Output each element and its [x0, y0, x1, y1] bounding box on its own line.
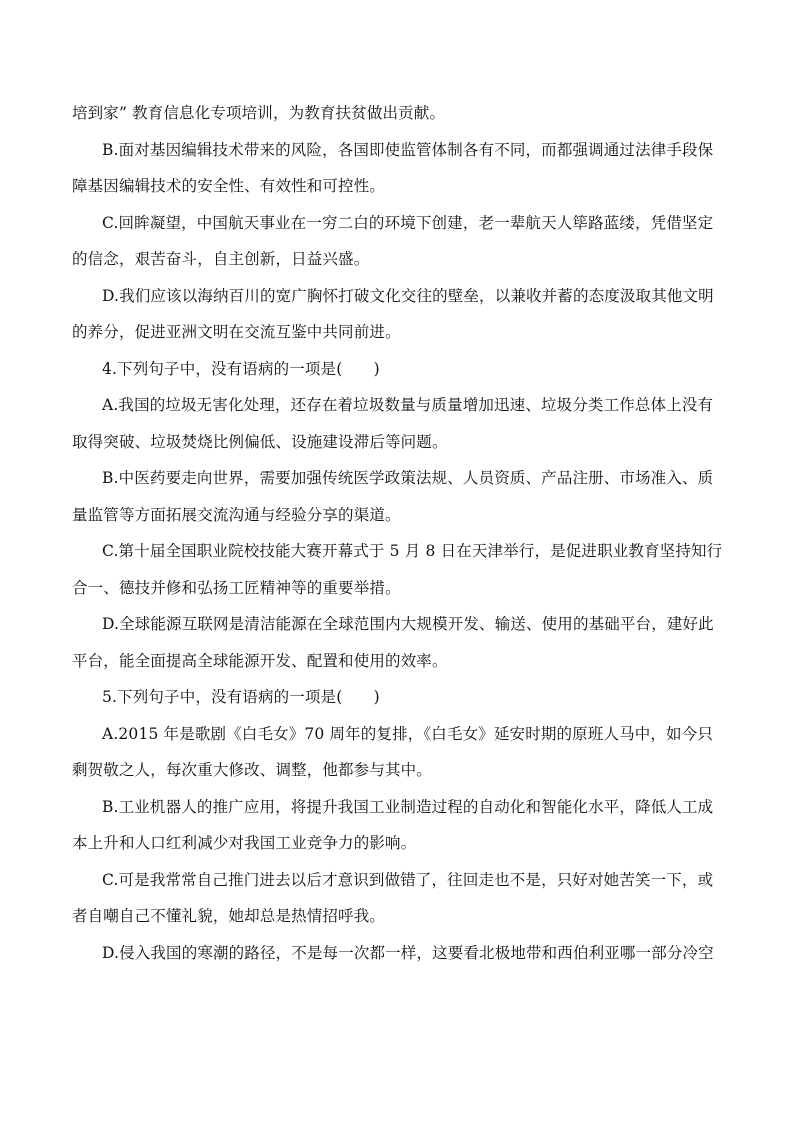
- q5-option-a-line-2: 剩贺敬之人，每次重大修改、调整，他都参与其中。: [72, 761, 432, 779]
- q4-option-d-line-1: D.全球能源互联网是清洁能源在全球范围内大规模开发、输送、使用的基础平台，建好此: [102, 615, 714, 633]
- q4-option-c-line-1: C.第十届全国职业院校技能大赛开幕式于 5 月 8 日在天津举行，是促进职业教育坚持知行: [102, 542, 723, 560]
- q4-option-a-line-1: A.我国的垃圾无害化处理，还存在着垃圾数量与质量增加迅速、垃圾分类工作总体上没有: [102, 396, 714, 414]
- q5-option-b-line-2: 本上升和人口红利减少对我国工业竞争力的影响。: [72, 834, 417, 852]
- option-b-line-2: 障基因编辑技术的安全性、有效性和可控性。: [72, 177, 386, 195]
- q5-option-a-line-1: A.2015 年是歌剧《白毛女》70 周年的复排，《白毛女》延安时期的原班人马中，如今只: [102, 724, 713, 743]
- option-b-line-1: B.面对基因编辑技术带来的风险，各国即使监管体制各有不同，而都强调通过法律手段保: [102, 140, 714, 159]
- q5-option-d-line-1: D.侵入我国的寒潮的路径，不是每一次都一样，这要看北极地带和西伯利亚哪一部分冷空: [102, 943, 714, 962]
- q4-option-c-line-2: 合一、德技并修和弘扬工匠精神等的重要举措。: [72, 578, 401, 597]
- q4-option-b-line-2: 量监管等方面拓展交流沟通与经验分享的渠道。: [72, 505, 401, 524]
- q5-option-c-line-1: C.可是我常常自己推门进去以后才意识到做错了，往回走也不是，只好对她苦笑一下，或: [102, 870, 714, 889]
- question-5-stem: 5.下列句子中，没有语病的一项是( ): [102, 688, 380, 706]
- q5-option-b-line-1: B.工业机器人的推广应用，将提升我国工业制造过程的自动化和智能化水平，降低人工成: [102, 797, 714, 816]
- option-d-line-1: D.我们应该以海纳百川的宽广胸怀打破文化交往的壁垒，以兼收并蓄的态度汲取其他文明: [102, 286, 714, 305]
- paragraph-continuation-line: 培到家” 教育信息化专项培训，为教育扶贫做出贡献。: [72, 104, 446, 122]
- option-c-line-2: 的信念，艰苦奋斗，自主创新，日益兴盛。: [72, 250, 370, 268]
- option-d-line-2: 的养分，促进亚洲文明在交流互鉴中共同前进。: [72, 323, 401, 341]
- question-4-stem: 4.下列句子中，没有语病的一项是( ): [102, 359, 380, 378]
- option-c-line-1: C.回眸凝望，中国航天事业在一穷二白的环境下创建，老一辈航天人筚路蓝缕，凭借坚定: [102, 213, 714, 232]
- q4-option-a-line-2: 取得突破、垃圾焚烧比例偏低、设施建设滞后等问题。: [72, 432, 448, 451]
- q5-option-c-line-2: 者自嘲自己不懂礼貌，她却总是热情招呼我。: [72, 907, 386, 925]
- q4-option-b-line-1: B.中医药要走向世界，需要加强传统医学政策法规、人员资质、产品注册、市场准入、质: [102, 469, 714, 487]
- q4-option-d-line-2: 平台，能全面提高全球能源开发、配置和使用的效率。: [72, 651, 448, 670]
